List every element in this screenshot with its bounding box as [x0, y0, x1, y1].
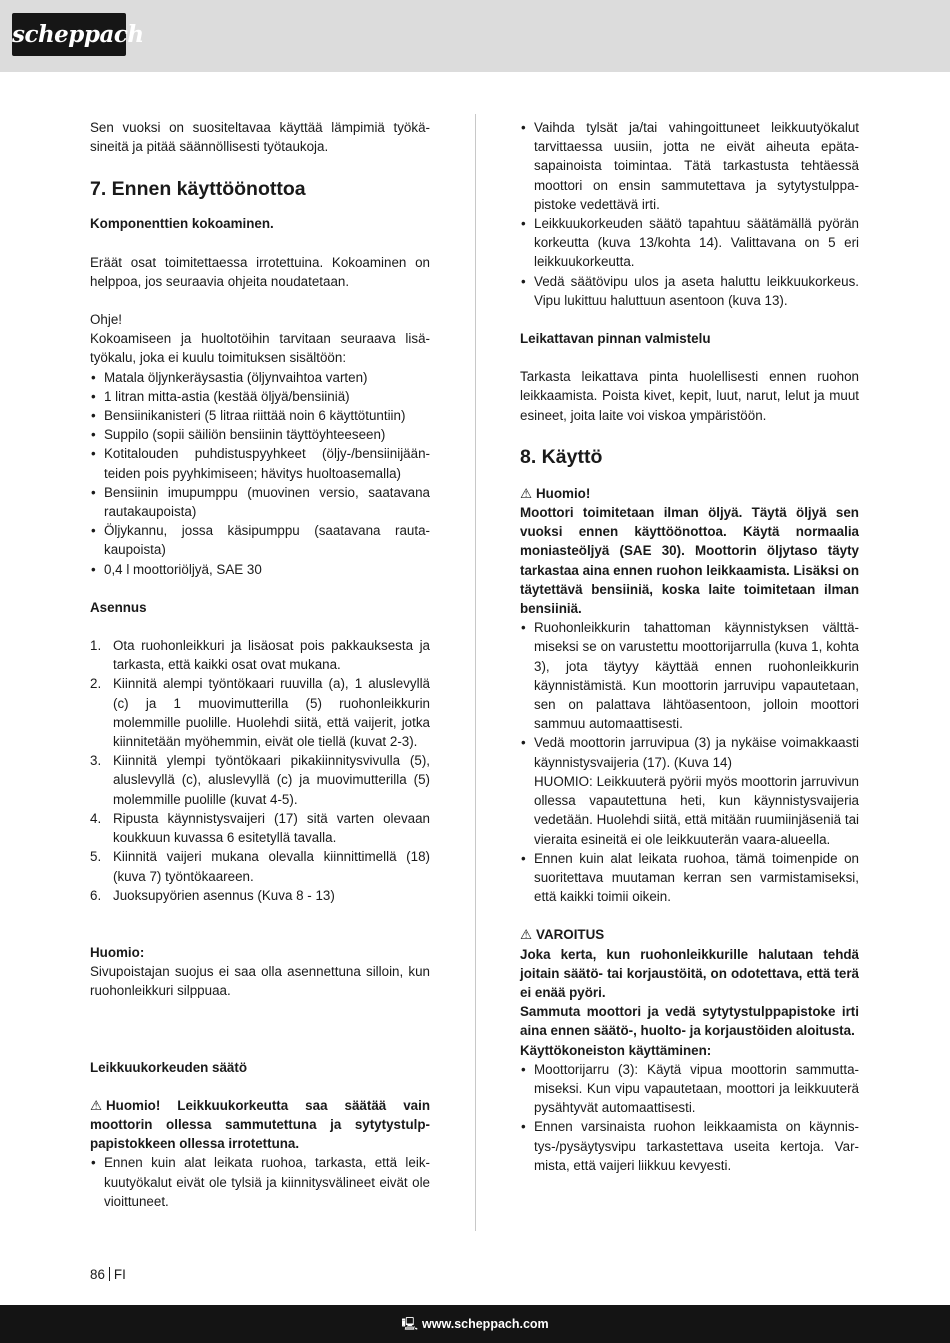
varoitus-text-2: Sammuta moottori ja vedä sytytystulppapistoke irti aina ennen säätö-, huolto- ja korjaustöiden aloitusta. [520, 1004, 859, 1039]
footer-bar [0, 1305, 950, 1343]
step-item [90, 847, 430, 885]
step-item [90, 886, 430, 905]
varoitus-label: VAROITUS [536, 927, 605, 943]
list-item: • Ruohonleikkurin tahattoman käynnistyksen välttämiseksi se on varustettu moottorijarrulla (kuva 1, kohta 3), jota täytyy käyttää ennen ruohonleikkurin käynnistämistä. Kun moottorin jarruvipu vapautetaan, sen on palattava lähtöasentoon, jolloin moottori sammuu automaattisesti. [520, 618, 859, 733]
list-item: • Kotitalouden puhdistuspyyhkeet (öljy-/bensiinijäänteiden pois pyyhkimiseen; hävitys huoltoasemalla) [90, 444, 430, 482]
step-number: 5. [90, 849, 102, 865]
list-item: • Leikkuukorkeuden säätö tapahtuu säätämällä pyörän korkeutta (kuva 13/kohta 14). Valittavana on 5 eri leikkuukorkeutta. [520, 214, 859, 272]
step-item [90, 674, 430, 751]
ohje-label: Ohje! [90, 312, 123, 328]
step-number: 2. [90, 676, 102, 692]
page-number [90, 1265, 126, 1284]
page-number-value: 86 [90, 1267, 105, 1282]
list-item: • Vedä moottorin jarruvipua (3) ja nykäise voimakkaasti käynnistysvaijeria (17). (Kuva 14) HUOMIO: Leikkuuterä pyörii myös moottorin jarruvivun ollessa vapautettuna heti, kun käynnistysvaijeria vedetään. Huolehdi siitä, että mitään ruumiinjäseniä tai vieraita esineitä ei ole leikkuuterän vaara-alueella. [520, 733, 859, 848]
scheppach-logo: scheppach [12, 13, 126, 56]
step-number: 4. [90, 810, 102, 826]
step-number: 1. [90, 638, 102, 654]
ohje-text: Kokoamiseen ja huoltotöihin tarvitaan seuraava lisätyökalu, joka ei kuulu toimituksen sisältöön: [90, 331, 430, 366]
prep-text: Tarkasta leikattava pinta huolellisesti ennen ruohon leikkaamista. Poista kivet, kepit, luut, narut, lelut ja muut esineet, joita laite voi viskoa ympäristöön. [520, 369, 859, 423]
step-number: 3. [90, 753, 102, 769]
varoitus-text-1: Joka kerta, kun ruohonleikkurille halutaan tehdä joitain säätö- tai korjaustöitä, on odotettava, että terä ei enää pyöri. [520, 946, 859, 1000]
warning-triangle-icon: ⚠ [520, 485, 533, 501]
list-item: • 1 litran mitta-astia (kestää öljyä/bensiiniä) [90, 387, 430, 406]
cut-warning-text: Huomio! Leikkuukorkeutta saa säätää vain moottorin ollessa sammutettuna ja sytytystulppapistokkeen ollessa irrotettuna. [90, 1097, 430, 1152]
huomio-label: Huomio! [536, 485, 591, 501]
list-item: • Bensiinikanisteri (5 litraa riittää noin 6 käyttötuntiin) [90, 406, 430, 425]
list-item: • Suppilo (sopii säiliön bensiinin täyttöyhteeseen) [90, 425, 430, 444]
use-bullets [520, 618, 859, 906]
list-item: • Vaihda tylsät ja/tai vahingoittuneet leikkuutyökalut tarvittaessa uusiin, jotta ne eivät aiheuta epätasapainoista toimintaa. Tätä tarkastusta tehtäessä moottori on ensin sammutettava ja sytytystulppapistoke vedettävä irti. [520, 118, 859, 214]
huomio-label: Huomio: [90, 944, 145, 960]
list-item: • Öljykannu, jossa käsipumppu (saatavana rautakaupoista) [90, 521, 430, 559]
step-text: Juoksupyörien asennus (Kuva 8 - 13) [113, 887, 335, 903]
page-number-separator [109, 1267, 110, 1281]
list-item: • Matala öljynkeräysastia (öljynvaihtoa varten) [90, 368, 430, 387]
step-item [90, 809, 430, 847]
cut-warning [90, 1096, 430, 1154]
column-divider [475, 114, 476, 1231]
monitor-icon: 🖳 [401, 1317, 419, 1331]
step-text: Kiinnitä alempi työntökaari ruuvilla (a), 1 aluslevyllä (c) ja 1 muovimutterilla (5) ruohonleikkurin molemmille puolille. Huolehdi siitä, että vaijerit, jotka kiinnitetään myöhemmin, eivät ole tiellä (kuvat 2-3). [113, 676, 430, 750]
step-number: 6. [90, 887, 102, 903]
assembly-steps [90, 636, 430, 905]
prep-heading: Leikattavan pinnan valmistelu [520, 331, 711, 347]
list-item: • Bensiinin imupumppu (muovinen versio, saatavana rautakaupoista) [90, 483, 430, 521]
cut-height-heading: Leikkuukorkeuden säätö [90, 1059, 248, 1075]
step-item [90, 751, 430, 809]
header-bar [0, 0, 950, 72]
section-8-title: 8. Käyttö [520, 445, 603, 468]
step-text: Kiinnitä ylempi työntökaari pikakiinnitysvivulla (5), aluslevyllä (c), aluslevyllä (c) ja muovimutterilla (5) molemmille puolille (kuvat 4-5). [113, 753, 430, 807]
huomio-heading [520, 484, 859, 503]
cut-bullets [90, 1153, 430, 1211]
drive-heading: Käyttökoneiston käyttäminen: [520, 1042, 712, 1058]
section-7-title: 7. Ennen käyttöönottoa [90, 178, 306, 201]
intro-paragraph: Sen vuoksi on suositeltavaa käyttää lämpimiä työkäsineitä ja pitää säännöllisesti työtaukoja. [90, 120, 430, 155]
list-item: • Moottorijarru (3): Käytä vipua moottorin sammuttamiseksi. Kun vipu vapautetaan, moottori ja leikkuuterä pysähtyvät automaattisesti. [520, 1060, 859, 1118]
list-item: • Vedä säätövipu ulos ja aseta haluttu leikkuukorkeus. Vipu lukittuu haluttuun asentoon (kuva 13). [520, 272, 859, 310]
assembly-text: Eräät osat toimitettaessa irrotettuina. Kokoaminen on helppoa, jos seuraavia ohjeita noudatetaan. [90, 254, 430, 289]
left-column [90, 118, 430, 1211]
drive-bullets [520, 1060, 859, 1175]
top-bullets [520, 118, 859, 310]
warning-triangle-icon: ⚠ [90, 1097, 103, 1113]
step-text: Kiinnitä vaijeri mukana olevalla kiinnittimellä (18) (kuva 7) työntökaareen. [113, 849, 430, 884]
varoitus-heading [520, 925, 859, 944]
list-item: • Ennen kuin alat leikata ruohoa, tämä toimenpide on suoritettava muutaman kerran sen varmistamiseksi, että kaikki toimii oikein. [520, 849, 859, 907]
step-item [90, 636, 430, 674]
warning-triangle-icon: ⚠ [520, 927, 533, 943]
step-text: Ripusta käynnistysvaijeri (17) sitä varten olevaan koukkuun kuvassa 6 esitetyllä tavalla. [113, 810, 430, 846]
footer-url[interactable]: www.scheppach.com [422, 1317, 549, 1331]
huomio-text: Sivupoistajan suojus ei saa olla asennettuna silloin, kun ruohonleikkuri silppuaa. [90, 964, 430, 999]
page-language: FI [113, 1267, 126, 1282]
list-item: • Ennen varsinaista ruohon leikkaamista on käynnistys-/pysäytysvipu tarkastettava useita kertoja. Varmista, että vaijeri liikkuu kevyesti. [520, 1117, 859, 1175]
assembly-heading: Komponenttien kokoaminen. [90, 216, 274, 232]
step-text: Ota ruohonleikkuri ja lisäosat pois pakkauksesta ja tarkasta, että kaikki osat ovat mukana. [113, 638, 430, 673]
list-item: • 0,4 l moottoriöljyä, SAE 30 [90, 560, 430, 579]
huomio-text: Moottori toimitetaan ilman öljyä. Täytä öljyä sen vuoksi ennen käyttöönottoa. Käytä normaalia moniasteöljyä (SAE 30). Moottorin öljytaso täyty tarkastaa aina ennen ruohon leikkaamista. Lisäksi on täytettävä bensiiniä, koska laite toimitetaan ilman bensiiniä. [520, 505, 859, 617]
tools-list [90, 368, 430, 579]
right-column [520, 118, 859, 1175]
list-item: • Ennen kuin alat leikata ruohoa, tarkasta, että leikkuutyökalut eivät ole tylsiä ja kiinnitysvälineet eivät ole vioittuneet. [90, 1153, 430, 1211]
asennus-heading: Asennus [90, 599, 147, 615]
